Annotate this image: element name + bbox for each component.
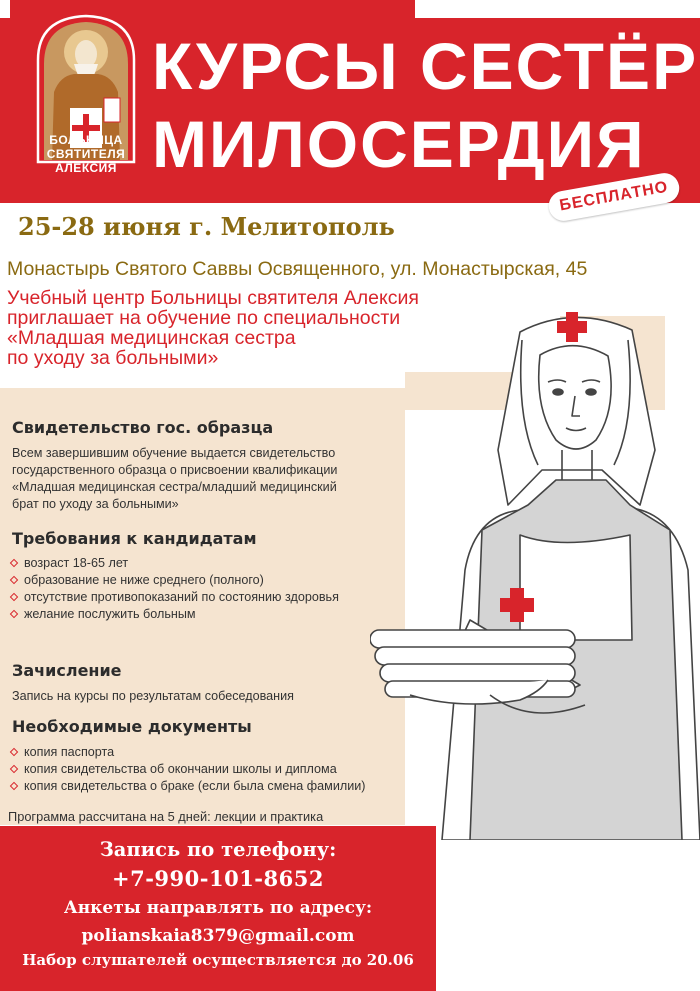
diamond-bullet-icon — [10, 748, 18, 756]
certificate-text-line: Всем завершившим обучение выдается свидетельство — [12, 446, 336, 460]
list-item — [10, 589, 339, 606]
diamond-bullet-icon — [10, 559, 18, 567]
program-note: Программа рассчитана на 5 дней: лекции и практика — [8, 809, 324, 824]
list-item-text: желание послужить больным — [24, 607, 196, 621]
list-item-text: отсутствие противопоказаний по состоянию здоровья — [24, 590, 339, 604]
list-item — [10, 572, 339, 589]
list-item-text: возраст 18-65 лет — [24, 556, 129, 570]
list-item — [10, 606, 339, 623]
intro-text — [7, 288, 419, 368]
logo-caption-line: АЛЕКСИЯ — [55, 161, 117, 175]
list-item-text: копия паспорта — [24, 745, 115, 759]
list-item-text: образование не ниже среднего (полного) — [24, 573, 264, 587]
certificate-text — [12, 445, 337, 513]
free-badge: БЕСПЛАТНО — [546, 171, 681, 223]
diamond-bullet-icon — [10, 765, 18, 773]
header-notch-left — [0, 0, 10, 18]
certificate-text-line: «Младшая медицинская сестра/младший медицинский — [12, 480, 337, 494]
certificate-heading: Свидетельство гос. образца — [12, 418, 274, 437]
list-item — [10, 778, 365, 795]
list-item — [10, 555, 339, 572]
poster-title-line-1: КУРСЫ СЕСТЁР — [152, 29, 699, 103]
logo-caption — [18, 133, 154, 175]
enrollment-text: Запись на курсы по результатам собеседования — [12, 689, 294, 703]
documents-list — [10, 744, 365, 795]
phone-label: Запись по телефону: — [99, 838, 337, 861]
enrollment-deadline: Набор слушателей осуществляется до 20.06 — [22, 951, 414, 969]
logo-caption-line: БОЛЬНИЦА — [49, 133, 123, 147]
intro-line: приглашает на обучение по специальности — [7, 307, 401, 329]
requirements-list — [10, 555, 339, 623]
list-item — [10, 761, 365, 778]
list-item-text: копия свидетельства об окончании школы и диплома — [24, 762, 337, 776]
certificate-text-line: брат по уходу за больными» — [12, 497, 179, 511]
intro-line: «Младшая медицинская сестра — [7, 327, 296, 349]
intro-line: Учебный центр Больницы святителя Алексия — [7, 287, 419, 309]
enrollment-heading: Зачисление — [12, 661, 122, 680]
event-date-city: 25-28 июня г. Мелитополь — [18, 212, 395, 241]
header-notch — [415, 0, 700, 18]
diamond-bullet-icon — [10, 576, 18, 584]
nurse-illustration — [370, 300, 700, 840]
diamond-bullet-icon — [10, 610, 18, 618]
diamond-bullet-icon — [10, 782, 18, 790]
address-label: Анкеты направлять по адресу: — [63, 898, 373, 918]
logo-caption-line: СВЯТИТЕЛЯ — [46, 147, 126, 161]
event-venue: Монастырь Святого Саввы Освященного, ул. Монастырская, 45 — [7, 258, 588, 280]
requirements-heading: Требования к кандидатам — [12, 529, 257, 548]
list-item-text: копия свидетельства о браке (если была смена фамилии) — [24, 779, 366, 793]
list-item — [10, 744, 365, 761]
email-address[interactable]: polianskaia8379@gmail.com — [81, 926, 355, 946]
diamond-bullet-icon — [10, 593, 18, 601]
phone-number[interactable]: +7-990-101-8652 — [112, 866, 324, 891]
documents-heading: Необходимые документы — [12, 717, 252, 736]
certificate-text-line: государственного образца о присвоении квалификации — [12, 463, 338, 477]
intro-line: по уходу за больными» — [7, 347, 219, 369]
poster-title-line-2: МИЛОСЕРДИЯ — [152, 107, 646, 181]
